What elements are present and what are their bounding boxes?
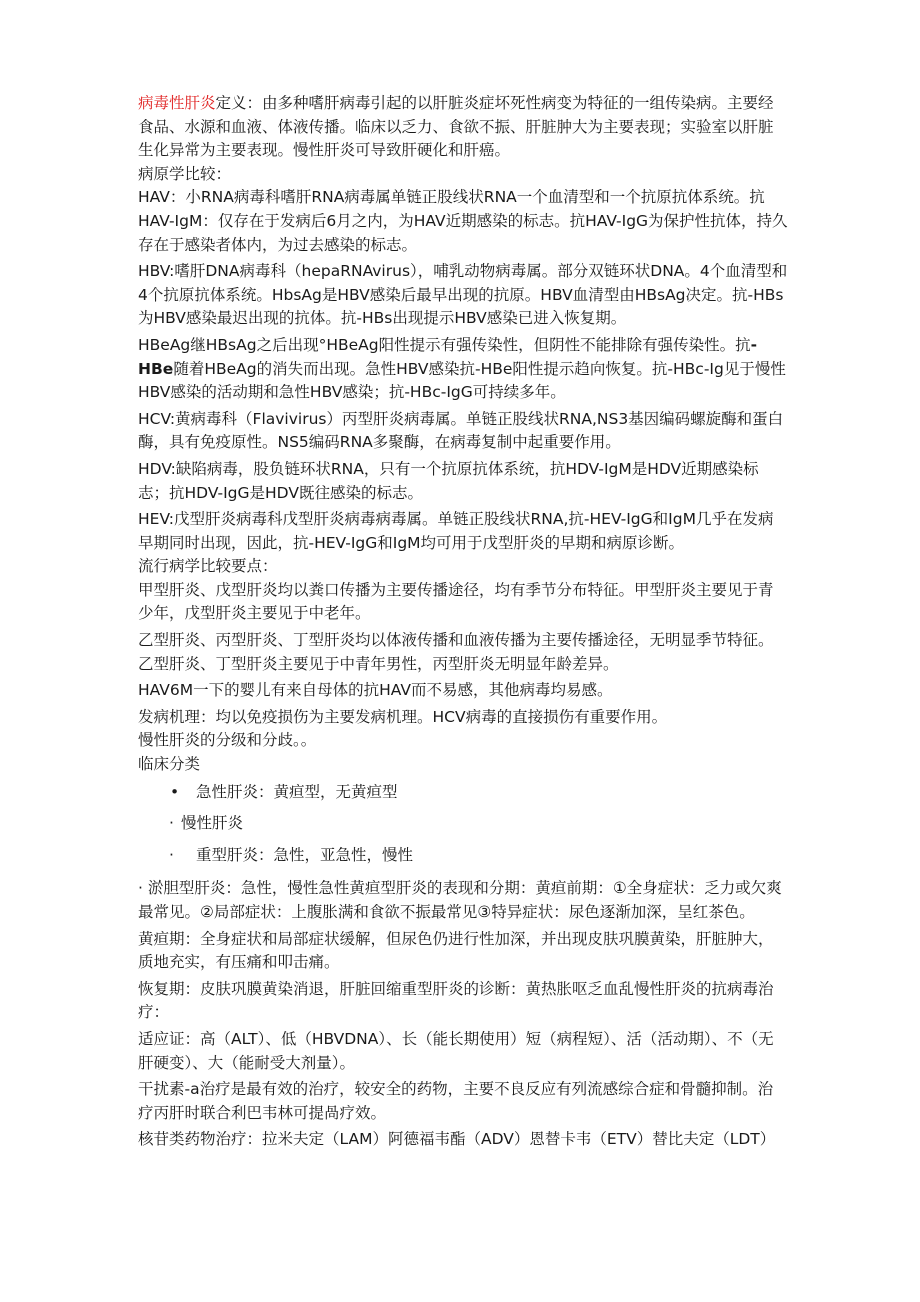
bullet-text: 慢性肝炎 bbox=[181, 814, 244, 833]
clinical-heading: 临床分类 bbox=[138, 755, 201, 774]
bullet-chronic-hepatitis bbox=[138, 812, 788, 836]
definition-term: 病毒性肝炎 bbox=[138, 94, 216, 112]
nucleoside-paragraph: 核苷类药物治疗：拉米夫定（LAM）阿德福韦酯（ADV）恩替卡韦（ETV）替比夫定（LDT） bbox=[138, 1130, 776, 1149]
etiology-heading: 病原学比较： bbox=[138, 164, 232, 183]
hbeag-text-bold: -HBe bbox=[138, 335, 758, 378]
bullet-dot: · bbox=[169, 845, 174, 864]
bullet-text: 重型肝炎：急性，亚急性，慢性 bbox=[196, 845, 414, 864]
hbeag-text-post: 随着HBeAg的消失而出现。急性HBV感染抗-HBe阳性提示趋向恢复。抗-HBc-Ig见于慢性HBV感染的活动期和急性HBV感染；抗-HBc-IgG可持续多年。 bbox=[138, 359, 786, 402]
pathogenesis-paragraph: 发病机理：均以免疫损伤为主要发病机理。HCV病毒的直接损伤有重要作用。 bbox=[138, 707, 668, 726]
document-body bbox=[138, 92, 788, 1152]
hbv-paragraph: HBV:嗜肝DNA病毒科（hepaRNAvirus），哺乳动物病毒属。部分双链环状DNA。4个血清型和4个抗原抗体系统。HbsAg是HBV感染后最早出现的抗原。HBV血清型由HBsAg决定。抗-HBs为HBV感染最迟出现的抗体。抗-HBs出现提示HBV感染已进入恢复期。 bbox=[138, 262, 788, 328]
hav-paragraph: HAV：小RNA病毒科嗜肝RNA病毒属单链正股线状RNA一个血清型和一个抗原抗体系统。抗HAV-IgM：仅存在于发病后6月之内，为HAV近期感染的标志。抗HAV-IgG为保护性抗体，持久存在于感染者体内，为过去感染的标志。 bbox=[138, 188, 788, 254]
bullet-dot: • bbox=[170, 782, 180, 801]
hbeag-paragraph bbox=[138, 334, 788, 405]
hdv-paragraph: HDV:缺陷病毒，股负链环状RNA，只有一个抗原抗体系统，抗HDV-IgM是HDV近期感染标志；抗HDV-IgG是HDV既往感染的标志。 bbox=[138, 459, 759, 502]
bullet-text: 急性肝炎：黄疸型，无黄疸型 bbox=[196, 782, 398, 801]
interferon-paragraph: 干扰素-a治疗是最有效的治疗，较安全的药物，主要不良反应有列流感综合症和骨髓抑制。治疗丙肝时联合利巴韦林可提咼疗效。 bbox=[138, 1080, 774, 1122]
recovery-paragraph: 恢复期：皮肤巩膜黄染消退，肝脏回缩重型肝炎的诊断：黄热胀呕乏血乱慢性肝炎的抗病毒治疗： bbox=[138, 979, 774, 1022]
indication-paragraph: 适应证：高（ALT）、低（HBVDNA）、长（能长期使用）短（病程短）、活（活动期）、不（无肝硬变）、大（能耐受大剂量）。 bbox=[138, 1029, 774, 1072]
cholestatic-paragraph: · 淤胆型肝炎：急性，慢性急性黄疸型肝炎的表现和分期：黄疸前期：①全身症状：乏力或欠爽最常见。②局部症状：上腹胀满和食欲不振最常见③特异症状：尿色逐渐加深，呈红茶色。 bbox=[138, 879, 782, 921]
jaundice-paragraph: 黄疸期：全身症状和局部症状缓解，但尿色仍进行性加深，并出现皮肤巩膜黄染，肝脏肿大，质地充实，有压痛和叩击痛。 bbox=[138, 929, 774, 972]
epidemiology-paragraph-1: 甲型肝炎、戊型肝炎均以粪口传播为主要传播途径，均有季节分布特征。甲型肝炎主要见于青少年，戊型肝炎主要见于中老年。 bbox=[138, 580, 774, 623]
bullet-acute-hepatitis bbox=[138, 781, 788, 805]
bullet-severe-hepatitis bbox=[138, 844, 788, 868]
chronic-grading-line: 慢性肝炎的分级和分歧。。 bbox=[138, 731, 317, 750]
hcv-paragraph: HCV:黄病毒科（Flavivirus）丙型肝炎病毒属。单链正股线状RNA,NS3基因编码螺旋酶和蛋白酶，具有免疫原性。NS5编码RNA多聚酶，在病毒复制中起重要作用。 bbox=[138, 409, 784, 452]
definition-paragraph bbox=[138, 92, 788, 163]
bullet-dot: · bbox=[169, 814, 174, 833]
epidemiology-heading: 流行病学比较要点： bbox=[138, 557, 278, 576]
epidemiology-paragraph-3: HAV6M一下的婴儿有来自母体的抗HAV而不易感，其他病毒均易感。 bbox=[138, 681, 613, 700]
epidemiology-paragraph-2: 乙型肝炎、丙型肝炎、丁型肝炎均以体液传播和血液传播为主要传播途径，无明显季节特征。乙型肝炎、丁型肝炎主要见于中青年男性，丙型肝炎无明显年龄差异。 bbox=[138, 631, 774, 673]
hbeag-text-pre: HBeAg继HBsAg之后出现°HBeAg阳性提示有强传染性，但阴性不能排除有强传染性。抗 bbox=[138, 335, 751, 354]
hev-paragraph: HEV:戊型肝炎病毒科戊型肝炎病毒病毒属。单链正股线状RNA,抗-HEV-IgG和IgM几乎在发病早期同时出现，因此，抗-HEV-IgG和IgM均可用于戊型肝炎的早期和病原诊断。 bbox=[138, 510, 774, 552]
definition-text: 定义：由多种嗜肝病毒引起的以肝脏炎症坏死性病变为特征的一组传染病。主要经食品、水源和血液、体液传播。临床以乏力、食欲不振、肝脏肿大为主要表现；实验室以肝脏生化异常为主要表现。慢性肝炎可导致肝硬化和肝癌。 bbox=[138, 94, 774, 160]
